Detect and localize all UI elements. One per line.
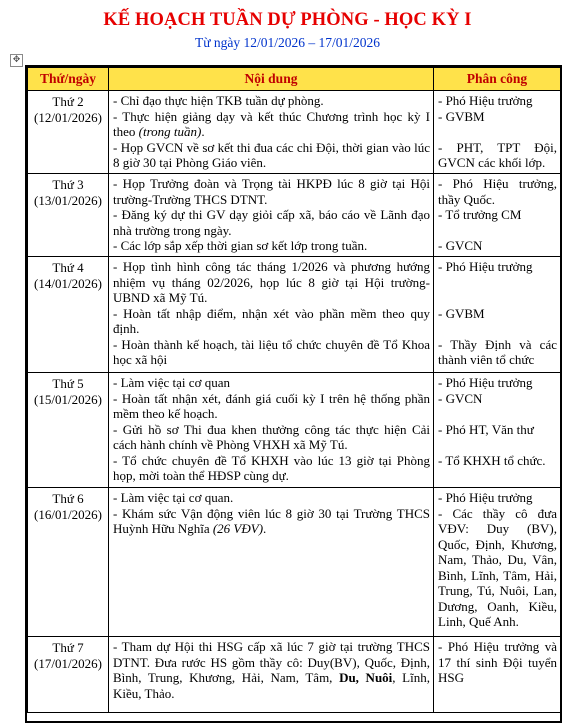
assignment-item: - Phó Hiệu trưởng	[438, 93, 533, 108]
content-cell[interactable]	[109, 91, 434, 174]
content-item: - Chỉ đạo thực hiện TKB tuần dự phòng.	[113, 93, 324, 108]
table-move-handle-icon[interactable]: ✥	[10, 54, 23, 67]
header-assignment: Phân công	[434, 68, 561, 91]
day-date: (14/01/2026)	[34, 275, 102, 291]
day-label: Thứ 3	[52, 177, 84, 192]
assignment-item: - GVCN	[438, 238, 483, 253]
assignment-cell[interactable]	[434, 174, 561, 257]
day-cell	[28, 257, 109, 373]
day-label: Thứ 5	[52, 376, 84, 391]
assignment-item: - Phó HT, Văn thư	[438, 421, 534, 437]
content-item: - Đăng ký dự thi GV dạy giỏi cấp xã, báo cáo về Lãnh đạo nhà trường trong ngày.	[113, 207, 430, 238]
assignment-item: - Phó Hiệu trưởng	[438, 375, 533, 390]
header-day: Thứ/ngày	[28, 68, 109, 91]
page-title: KẾ HOẠCH TUẦN DỰ PHÒNG - HỌC KỲ I	[103, 10, 472, 30]
assignment-item: - Phó Hiệu trưởng, thầy Quốc.	[438, 176, 557, 207]
table-row	[28, 257, 561, 373]
table-row	[28, 488, 561, 637]
content-item: - Làm việc tại cơ quan	[113, 375, 230, 390]
assignment-item: - GVBM	[438, 305, 485, 321]
assignment-item: - Phó Hiệu trưởng và 17 thí sinh Đội tuyển HSG	[438, 639, 557, 685]
content-item: - Họp tình hình công tác tháng 1/2026 và phương hướng nhiệm vụ tháng 02/2026, họp lúc 8 giờ tại Hội trường-UBND xã Mỹ Tú.	[113, 259, 430, 305]
content-item: - Khám sức Vận động viên lúc 8 giờ 30 tại Trường THCS Huỳnh Hữu Nghĩa (26 VĐV).	[113, 505, 430, 536]
assignment-item: - Tổ KHXH tổ chức.	[438, 452, 546, 468]
day-date: (13/01/2026)	[34, 192, 102, 208]
content-item: - Hoàn thành kế hoạch, tài liệu tổ chức chuyên đề Tổ Khoa học xã hội	[113, 336, 430, 367]
header-content: Nội dung	[109, 68, 434, 91]
assignment-cell[interactable]	[434, 637, 561, 713]
day-cell	[28, 488, 109, 637]
content-item: - Hoàn tất nhận xét, đánh giá cuối kỳ I trên hệ thống phần mềm theo kế hoạch.	[113, 390, 430, 421]
content-item: - Thực hiện giảng dạy và kết thúc Chương trình học kỳ I theo (trong tuần).	[113, 108, 430, 139]
day-cell	[28, 373, 109, 488]
assignment-item: - Phó Hiệu trưởng	[438, 490, 533, 505]
content-cell[interactable]	[109, 637, 434, 713]
table-row	[28, 637, 561, 713]
assignment-item: - Các thầy cô đưa VĐV: Duy (BV), Quốc, Định, Khương, Nam, Thảo, Du, Vân, Bình, Lĩnh, Tâm, Hải, Trung, Tú, Nuôi, Lan, Dương, Oanh, Kiều, Linh, Quế Anh.	[438, 505, 557, 629]
assignment-item: - Thầy Định và các thành viên tổ chức	[438, 336, 557, 367]
day-date: (17/01/2026)	[34, 655, 102, 671]
table-row	[28, 91, 561, 174]
date-range-subtitle: Từ ngày 12/01/2026 – 17/01/2026	[194, 35, 381, 50]
day-cell	[28, 637, 109, 713]
day-label: Thứ 7	[52, 640, 84, 655]
day-label: Thứ 6	[52, 491, 84, 506]
assignment-cell[interactable]	[434, 488, 561, 637]
content-item: - Hoàn tất nhập điểm, nhận xét vào phần mềm theo quy định.	[113, 305, 430, 336]
assignment-item: - GVCN	[438, 390, 483, 406]
content-item: - Tổ chức chuyên đề Tổ KHXH vào lúc 13 giờ tại Phòng họp, mời toàn thể HĐSP cùng dự.	[113, 452, 430, 483]
content-item: - Làm việc tại cơ quan.	[113, 490, 234, 505]
table-header-row	[28, 68, 561, 91]
assignment-item: - Phó Hiệu trưởng	[438, 259, 533, 274]
table-row	[28, 174, 561, 257]
day-label: Thứ 4	[52, 260, 84, 275]
day-date: (12/01/2026)	[34, 109, 102, 125]
assignment-cell[interactable]	[434, 91, 561, 174]
day-cell	[28, 174, 109, 257]
assignment-cell[interactable]	[434, 257, 561, 373]
content-item: - Gửi hồ sơ Thi đua khen thưởng công tác thực hiện Cải cách hành chính về Phòng VHXH xã Mỹ Tú.	[113, 421, 430, 452]
day-label: Thứ 2	[52, 94, 84, 109]
assignment-item: - GVBM	[438, 108, 485, 124]
content-item: - Các lớp sắp xếp thời gian sơ kết lớp trong tuần.	[113, 238, 368, 253]
content-item: - Tham dự Hội thi HSG cấp xã lúc 7 giờ tại trường THCS DTNT. Đưa rước HS gồm thầy cô: Duy(BV), Quốc, Định, Bình, Trung, Khương, Hải, Nam, Tâm, Du, Nuôi, Lĩnh, Kiều, Thảo.	[113, 639, 430, 701]
content-item: - Họp GVCN về sơ kết thi đua các chi Đội, thời gian vào lúc 8 giờ 30 tại Phòng Giáo viên.	[113, 139, 430, 170]
content-item: - Họp Trưởng đoàn và Trọng tài HKPĐ lúc 8 giờ tại Hội trường-Trường THCS DTNT.	[113, 176, 430, 207]
content-cell[interactable]	[109, 174, 434, 257]
weekly-plan-table	[27, 67, 561, 713]
content-cell[interactable]	[109, 257, 434, 373]
table-row	[28, 373, 561, 488]
content-cell[interactable]	[109, 488, 434, 637]
assignment-cell[interactable]	[434, 373, 561, 488]
day-date: (16/01/2026)	[34, 506, 102, 522]
day-date: (15/01/2026)	[34, 391, 102, 407]
day-cell	[28, 91, 109, 174]
assignment-item: - PHT, TPT Đội, GVCN các khối lớp.	[438, 139, 557, 170]
assignment-item: - Tổ trưởng CM	[438, 207, 522, 222]
content-cell[interactable]	[109, 373, 434, 488]
